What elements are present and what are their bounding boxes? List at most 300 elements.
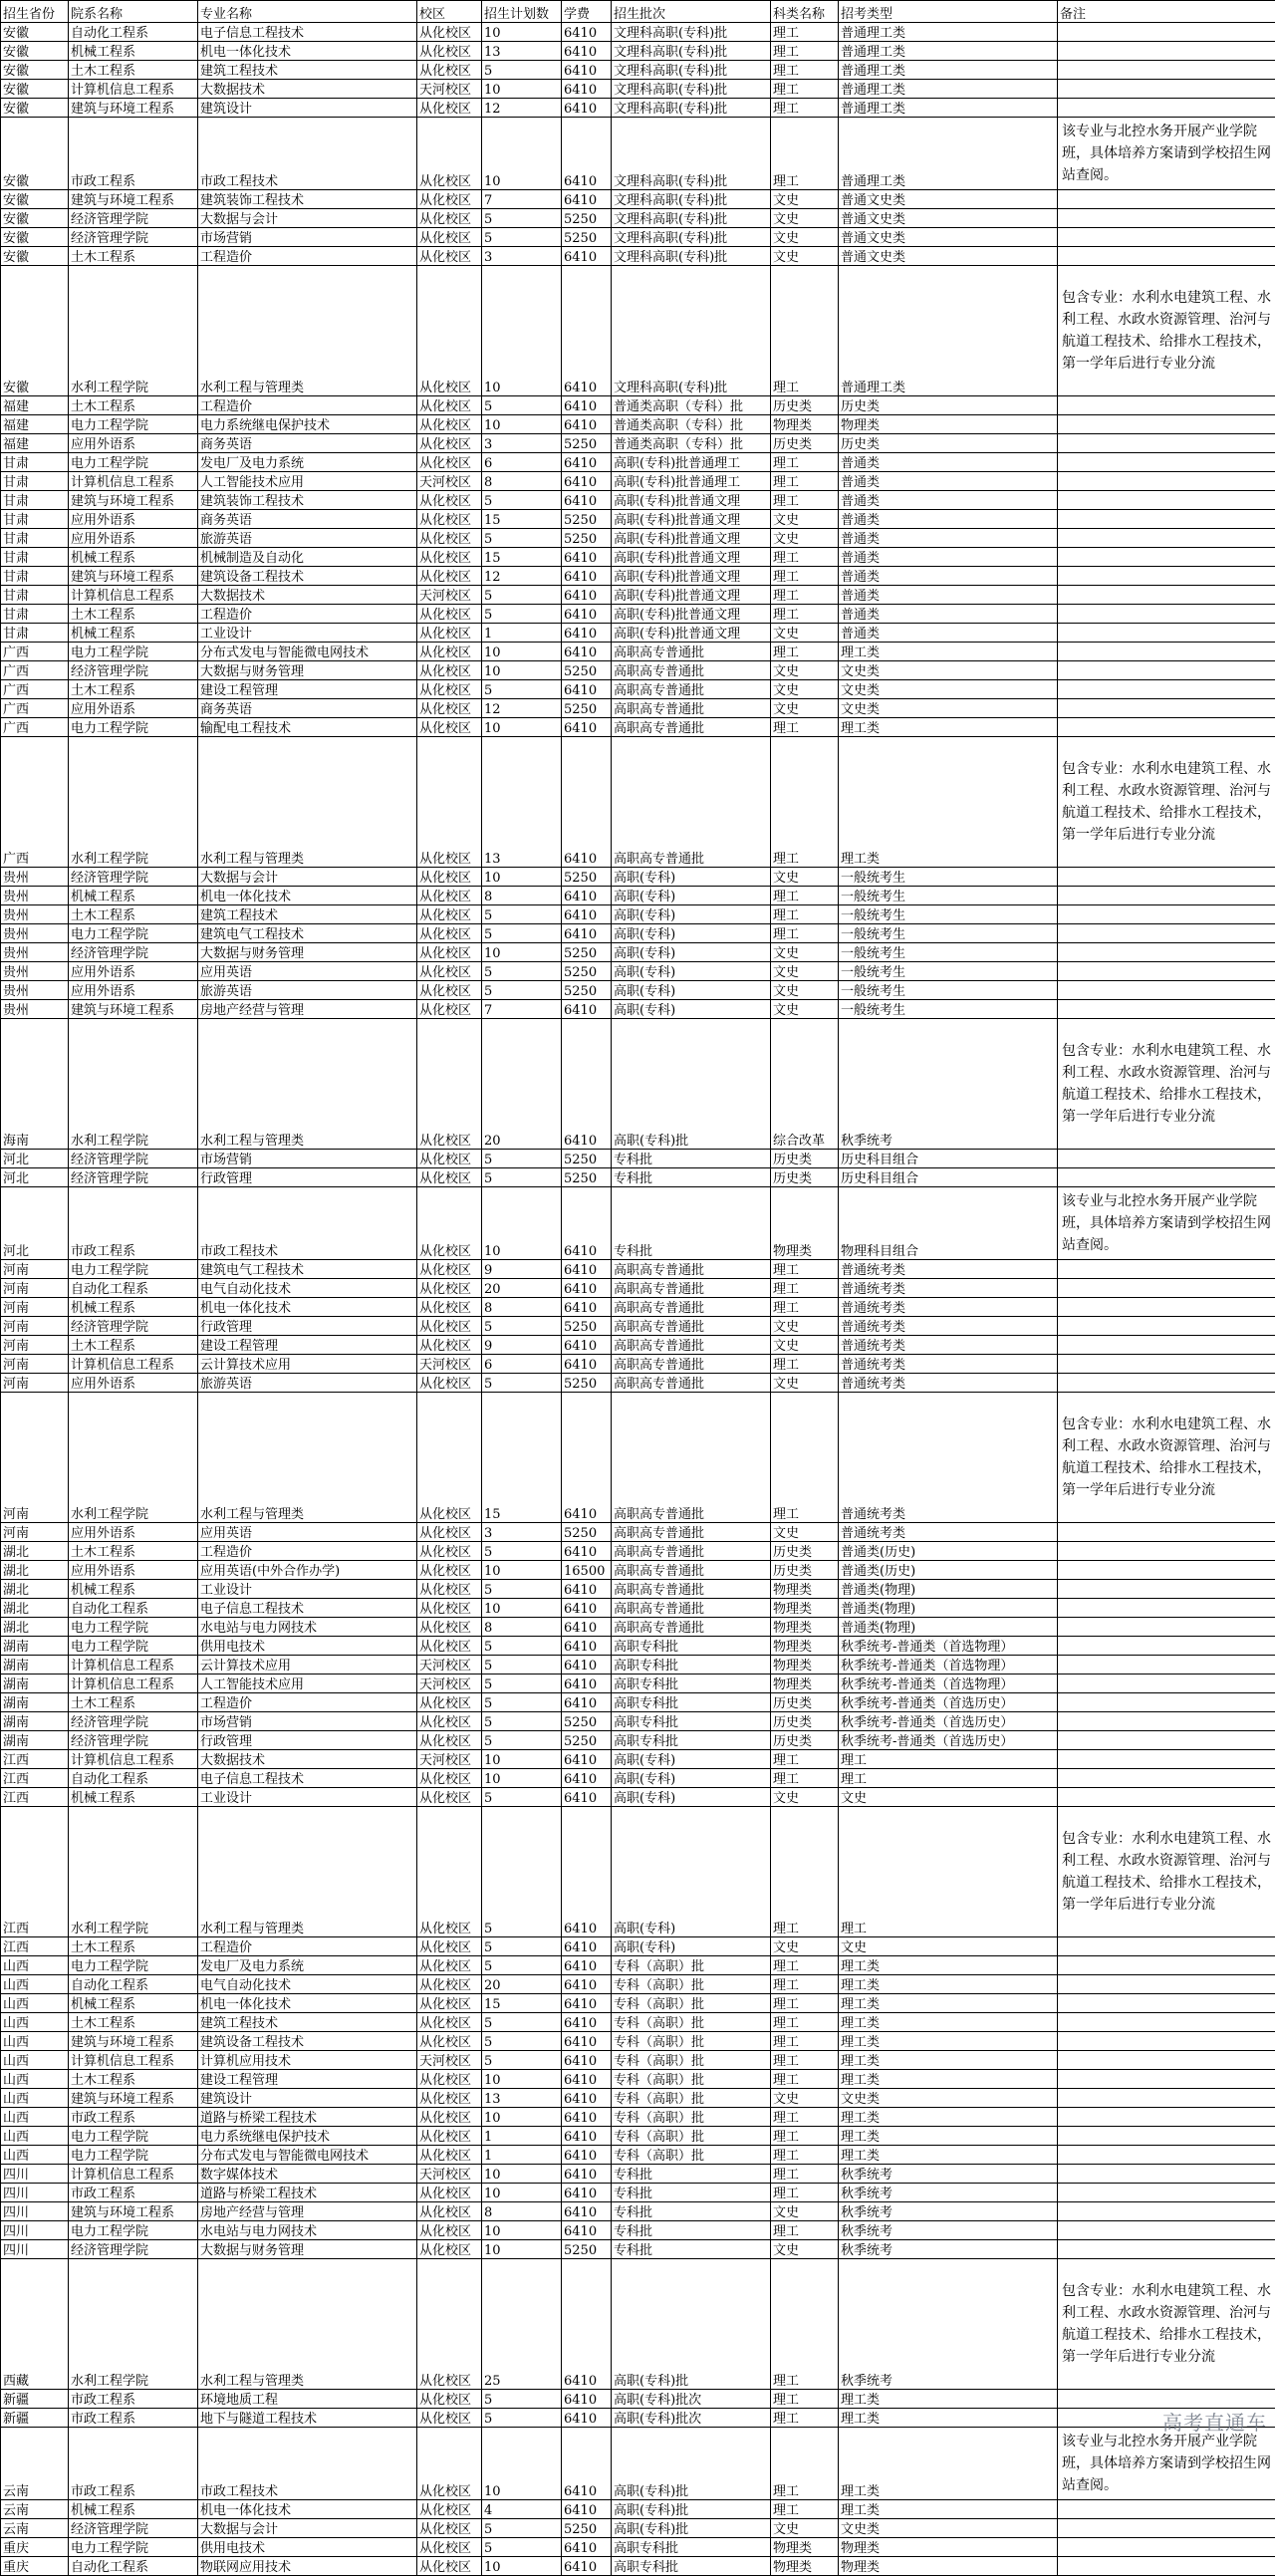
cell-subject-category: 历史类 (771, 1561, 839, 1580)
cell-batch: 专科（高职）批 (612, 2013, 771, 2032)
cell-tuition: 6410 (562, 2108, 612, 2127)
cell-subject-category: 文史 (771, 529, 839, 548)
cell-campus: 天河校区 (417, 2051, 482, 2070)
cell-exam-type: 理工类 (839, 2428, 1058, 2500)
cell-exam-type: 理工类 (839, 1975, 1058, 1994)
table-row (1, 2051, 1275, 2070)
cell-department: 土木工程系 (69, 1336, 198, 1355)
cell-batch: 高职高专普通批 (612, 699, 771, 718)
cell-plan-count: 10 (482, 2428, 562, 2500)
cell-subject-category: 理工 (771, 1750, 839, 1769)
cell-plan-count: 10 (482, 718, 562, 737)
cell-campus: 从化校区 (417, 718, 482, 737)
cell-province: 甘肃 (1, 510, 69, 529)
cell-province: 甘肃 (1, 529, 69, 548)
cell-campus: 从化校区 (417, 924, 482, 943)
cell-exam-type: 文史 (839, 1937, 1058, 1956)
cell-subject-category: 理工 (771, 2428, 839, 2500)
cell-exam-type: 普通类 (839, 510, 1058, 529)
cell-subject-category: 文史 (771, 2089, 839, 2108)
cell-department: 自动化工程系 (69, 23, 198, 42)
cell-batch: 高职(专科)批普通文理 (612, 567, 771, 586)
cell-plan-count: 7 (482, 1000, 562, 1019)
cell-province: 河南 (1, 1355, 69, 1374)
cell-plan-count: 3 (482, 1523, 562, 1542)
cell-province: 贵州 (1, 905, 69, 924)
cell-batch: 高职(专科)批普通文理 (612, 624, 771, 643)
cell-campus: 从化校区 (417, 1956, 482, 1975)
cell-batch: 专科批 (612, 2184, 771, 2202)
cell-tuition: 6410 (562, 2165, 612, 2184)
cell-department: 市政工程系 (69, 118, 198, 190)
cell-major: 商务英语 (198, 699, 417, 718)
cell-tuition: 6410 (562, 1956, 612, 1975)
cell-tuition: 16500 (562, 1561, 612, 1580)
cell-campus: 从化校区 (417, 2519, 482, 2538)
cell-plan-count: 12 (482, 567, 562, 586)
cell-tuition: 5250 (562, 510, 612, 529)
cell-tuition: 6410 (562, 1788, 612, 1807)
cell-department: 电力工程学院 (69, 2221, 198, 2240)
cell-tuition: 6410 (562, 190, 612, 209)
cell-campus: 从化校区 (417, 1298, 482, 1317)
cell-exam-type: 一般统考生 (839, 887, 1058, 905)
cell-major: 机电一体化技术 (198, 1994, 417, 2013)
cell-campus: 从化校区 (417, 2428, 482, 2500)
cell-exam-type: 普通文史类 (839, 209, 1058, 228)
cell-province: 贵州 (1, 868, 69, 887)
cell-batch: 高职(专科)批 (612, 2500, 771, 2519)
cell-province: 安徽 (1, 228, 69, 247)
cell-subject-category: 理工 (771, 2127, 839, 2146)
cell-province: 安徽 (1, 42, 69, 61)
cell-plan-count: 5 (482, 1637, 562, 1656)
table-row (1, 905, 1275, 924)
cell-campus: 从化校区 (417, 2013, 482, 2032)
cell-exam-type: 普通类(历史) (839, 1561, 1058, 1580)
cell-exam-type: 普通统考类 (839, 1298, 1058, 1317)
cell-plan-count: 13 (482, 42, 562, 61)
table-row (1, 2202, 1275, 2221)
cell-subject-category: 文史 (771, 943, 839, 962)
table-row (1, 1956, 1275, 1975)
cell-batch: 专科批 (612, 1150, 771, 1168)
cell-subject-category: 文史 (771, 228, 839, 247)
cell-major: 电子信息工程技术 (198, 1599, 417, 1618)
cell-exam-type: 一般统考生 (839, 981, 1058, 1000)
cell-batch: 文理科高职(专科)批 (612, 266, 771, 396)
cell-remarks (1058, 80, 1275, 99)
cell-major: 人工智能技术应用 (198, 472, 417, 491)
cell-major: 人工智能技术应用 (198, 1674, 417, 1693)
cell-department: 机械工程系 (69, 1580, 198, 1599)
cell-subject-category: 物理类 (771, 1599, 839, 1618)
cell-remarks (1058, 2108, 1275, 2127)
cell-campus: 从化校区 (417, 42, 482, 61)
cell-department: 自动化工程系 (69, 2557, 198, 2576)
cell-campus: 从化校区 (417, 2089, 482, 2108)
cell-province: 甘肃 (1, 491, 69, 510)
cell-plan-count: 20 (482, 1019, 562, 1150)
cell-batch: 专科（高职）批 (612, 2070, 771, 2089)
table-row (1, 1355, 1275, 1374)
cell-department: 经济管理学院 (69, 2519, 198, 2538)
cell-remarks (1058, 1355, 1275, 1374)
cell-exam-type: 理工类 (839, 2051, 1058, 2070)
cell-batch: 高职(专科) (612, 868, 771, 887)
cell-subject-category: 理工 (771, 2409, 839, 2428)
cell-tuition: 6410 (562, 42, 612, 61)
cell-campus: 从化校区 (417, 1523, 482, 1542)
cell-province: 广西 (1, 737, 69, 868)
cell-subject-category: 理工 (771, 643, 839, 661)
cell-plan-count: 5 (482, 491, 562, 510)
cell-province: 河南 (1, 1317, 69, 1336)
cell-remarks (1058, 510, 1275, 529)
cell-department: 土木工程系 (69, 605, 198, 624)
cell-major: 环境地质工程 (198, 2390, 417, 2409)
cell-subject-category: 理工 (771, 905, 839, 924)
cell-major: 建筑设计 (198, 2089, 417, 2108)
cell-subject-category: 文史 (771, 868, 839, 887)
cell-subject-category: 理工 (771, 1994, 839, 2013)
cell-major: 旅游英语 (198, 529, 417, 548)
cell-major: 工程造价 (198, 1542, 417, 1561)
table-row (1, 99, 1275, 118)
cell-tuition: 6410 (562, 567, 612, 586)
cell-major: 市场营销 (198, 1712, 417, 1731)
table-row (1, 548, 1275, 567)
cell-province: 贵州 (1, 943, 69, 962)
cell-campus: 从化校区 (417, 905, 482, 924)
cell-exam-type: 普通类 (839, 624, 1058, 643)
cell-major: 电子信息工程技术 (198, 23, 417, 42)
cell-remarks (1058, 1000, 1275, 1019)
cell-tuition: 6410 (562, 605, 612, 624)
cell-tuition: 6410 (562, 1260, 612, 1279)
table-row (1, 510, 1275, 529)
cell-department: 经济管理学院 (69, 1168, 198, 1187)
cell-plan-count: 10 (482, 2165, 562, 2184)
cell-tuition: 6410 (562, 2013, 612, 2032)
cell-department: 计算机信息工程系 (69, 1656, 198, 1674)
cell-remarks (1058, 2538, 1275, 2557)
cell-campus: 从化校区 (417, 943, 482, 962)
cell-major: 水利工程与管理类 (198, 1393, 417, 1523)
cell-batch: 高职高专普通批 (612, 1599, 771, 1618)
cell-plan-count: 10 (482, 2070, 562, 2089)
cell-department: 土木工程系 (69, 396, 198, 415)
cell-province: 安徽 (1, 80, 69, 99)
cell-plan-count: 7 (482, 190, 562, 209)
cell-batch: 高职(专科)批普通文理 (612, 491, 771, 510)
cell-subject-category: 理工 (771, 567, 839, 586)
cell-department: 应用外语系 (69, 962, 198, 981)
cell-batch: 高职(专科) (612, 887, 771, 905)
table-row (1, 1750, 1275, 1769)
cell-batch: 专科（高职）批 (612, 1975, 771, 1994)
cell-exam-type: 物理类 (839, 2557, 1058, 2576)
cell-remarks (1058, 99, 1275, 118)
cell-province: 甘肃 (1, 453, 69, 472)
cell-plan-count: 5 (482, 1542, 562, 1561)
table-row (1, 1317, 1275, 1336)
cell-exam-type: 秋季统考 (839, 2259, 1058, 2390)
cell-tuition: 6410 (562, 1279, 612, 1298)
cell-exam-type: 理工类 (839, 2032, 1058, 2051)
cell-exam-type: 普通统考类 (839, 1355, 1058, 1374)
cell-plan-count: 5 (482, 1168, 562, 1187)
cell-exam-type: 普通统考类 (839, 1393, 1058, 1523)
cell-subject-category: 理工 (771, 2146, 839, 2165)
cell-department: 经济管理学院 (69, 661, 198, 680)
table-row (1, 2127, 1275, 2146)
cell-subject-category: 理工 (771, 491, 839, 510)
cell-campus: 从化校区 (417, 1000, 482, 1019)
cell-campus: 从化校区 (417, 1150, 482, 1168)
cell-batch: 高职高专普通批 (612, 1317, 771, 1336)
cell-campus: 天河校区 (417, 80, 482, 99)
cell-tuition: 6410 (562, 1975, 612, 1994)
cell-campus: 从化校区 (417, 1317, 482, 1336)
table-row (1, 1580, 1275, 1599)
cell-subject-category: 文史 (771, 1374, 839, 1393)
header-exam-type: 招考类型 (839, 1, 1058, 23)
cell-major: 大数据与财务管理 (198, 661, 417, 680)
table-row (1, 2146, 1275, 2165)
cell-tuition: 5250 (562, 529, 612, 548)
cell-department: 土木工程系 (69, 1937, 198, 1956)
cell-tuition: 6410 (562, 1637, 612, 1656)
cell-campus: 从化校区 (417, 1187, 482, 1260)
table-row (1, 1336, 1275, 1355)
cell-plan-count: 5 (482, 962, 562, 981)
cell-major: 建筑工程技术 (198, 61, 417, 80)
cell-batch: 高职(专科)批 (612, 2519, 771, 2538)
cell-tuition: 6410 (562, 887, 612, 905)
cell-exam-type: 物理类 (839, 2538, 1058, 2557)
cell-batch: 高职(专科)批 (612, 2428, 771, 2500)
cell-province: 甘肃 (1, 567, 69, 586)
cell-batch: 专科批 (612, 1187, 771, 1260)
cell-major: 大数据技术 (198, 586, 417, 605)
cell-department: 应用外语系 (69, 1523, 198, 1542)
cell-exam-type: 历史科目组合 (839, 1150, 1058, 1168)
cell-province: 河南 (1, 1523, 69, 1542)
cell-batch: 文理科高职(专科)批 (612, 80, 771, 99)
cell-campus: 从化校区 (417, 396, 482, 415)
cell-batch: 高职(专科)批普通文理 (612, 605, 771, 624)
cell-tuition: 6410 (562, 2557, 612, 2576)
cell-tuition: 6410 (562, 2070, 612, 2089)
cell-subject-category: 物理类 (771, 1674, 839, 1693)
cell-batch: 普通类高职（专科）批 (612, 415, 771, 434)
cell-tuition: 6410 (562, 1580, 612, 1599)
cell-plan-count: 25 (482, 2259, 562, 2390)
cell-batch: 高职高专普通批 (612, 680, 771, 699)
cell-exam-type: 理工 (839, 1807, 1058, 1937)
cell-tuition: 6410 (562, 1769, 612, 1788)
cell-department: 电力工程学院 (69, 1618, 198, 1637)
cell-tuition: 6410 (562, 680, 612, 699)
cell-plan-count: 10 (482, 1599, 562, 1618)
cell-tuition: 6410 (562, 1618, 612, 1637)
cell-major: 工业设计 (198, 1580, 417, 1599)
cell-plan-count: 5 (482, 1374, 562, 1393)
cell-subject-category: 历史类 (771, 1731, 839, 1750)
header-plan-count: 招生计划数 (482, 1, 562, 23)
cell-plan-count: 5 (482, 1317, 562, 1336)
cell-department: 电力工程学院 (69, 2146, 198, 2165)
cell-plan-count: 12 (482, 99, 562, 118)
cell-batch: 高职高专普通批 (612, 1618, 771, 1637)
cell-batch: 文理科高职(专科)批 (612, 247, 771, 266)
cell-tuition: 6410 (562, 2127, 612, 2146)
cell-remarks (1058, 472, 1275, 491)
cell-major: 建筑工程技术 (198, 2013, 417, 2032)
cell-campus: 天河校区 (417, 1674, 482, 1693)
cell-major: 应用英语 (198, 1523, 417, 1542)
cell-campus: 从化校区 (417, 962, 482, 981)
cell-remarks (1058, 567, 1275, 586)
cell-subject-category: 文史 (771, 1317, 839, 1336)
table-row (1, 2259, 1275, 2390)
cell-province: 山西 (1, 2051, 69, 2070)
cell-subject-category: 理工 (771, 1298, 839, 1317)
table-row (1, 1374, 1275, 1393)
cell-exam-type: 一般统考生 (839, 962, 1058, 981)
cell-campus: 从化校区 (417, 228, 482, 247)
cell-province: 湖南 (1, 1712, 69, 1731)
cell-department: 计算机信息工程系 (69, 1674, 198, 1693)
table-row (1, 1656, 1275, 1674)
cell-subject-category: 文史 (771, 2519, 839, 2538)
cell-subject-category: 理工 (771, 118, 839, 190)
cell-tuition: 6410 (562, 2409, 612, 2428)
cell-exam-type: 普通类 (839, 567, 1058, 586)
cell-exam-type: 历史类 (839, 434, 1058, 453)
header-province: 招生省份 (1, 1, 69, 23)
cell-batch: 高职(专科) (612, 962, 771, 981)
cell-remarks (1058, 529, 1275, 548)
cell-plan-count: 10 (482, 2557, 562, 2576)
cell-province: 河南 (1, 1393, 69, 1523)
cell-subject-category: 文史 (771, 981, 839, 1000)
cell-plan-count: 5 (482, 586, 562, 605)
cell-department: 土木工程系 (69, 1542, 198, 1561)
cell-major: 道路与桥梁工程技术 (198, 2184, 417, 2202)
cell-province: 河南 (1, 1336, 69, 1355)
cell-remarks (1058, 1788, 1275, 1807)
cell-province: 河北 (1, 1187, 69, 1260)
cell-batch: 专科批 (612, 2221, 771, 2240)
cell-campus: 从化校区 (417, 453, 482, 472)
table-row (1, 209, 1275, 228)
cell-tuition: 6410 (562, 1355, 612, 1374)
cell-exam-type: 文史类 (839, 2089, 1058, 2108)
cell-tuition: 6410 (562, 1542, 612, 1561)
table-row (1, 80, 1275, 99)
cell-major: 大数据与财务管理 (198, 943, 417, 962)
cell-subject-category: 文史 (771, 699, 839, 718)
cell-subject-category: 理工 (771, 2221, 839, 2240)
cell-remarks (1058, 1656, 1275, 1674)
cell-province: 江西 (1, 1788, 69, 1807)
cell-remarks (1058, 453, 1275, 472)
cell-subject-category: 文史 (771, 661, 839, 680)
cell-province: 甘肃 (1, 624, 69, 643)
cell-tuition: 6410 (562, 2538, 612, 2557)
cell-campus: 从化校区 (417, 1019, 482, 1150)
cell-major: 应用英语 (198, 962, 417, 981)
cell-exam-type: 文史类 (839, 2519, 1058, 2538)
cell-exam-type: 普通统考类 (839, 1260, 1058, 1279)
cell-tuition: 6410 (562, 1187, 612, 1260)
cell-plan-count: 5 (482, 605, 562, 624)
cell-remarks (1058, 624, 1275, 643)
table-row (1, 1994, 1275, 2013)
cell-department: 经济管理学院 (69, 1712, 198, 1731)
cell-remarks (1058, 586, 1275, 605)
cell-tuition: 6410 (562, 1656, 612, 1674)
cell-department: 自动化工程系 (69, 1769, 198, 1788)
cell-exam-type: 秋季统考 (839, 2184, 1058, 2202)
cell-plan-count: 5 (482, 2390, 562, 2409)
cell-major: 行政管理 (198, 1317, 417, 1336)
cell-major: 大数据技术 (198, 80, 417, 99)
cell-batch: 高职(专科)批普通理工 (612, 472, 771, 491)
table-row (1, 23, 1275, 42)
cell-province: 广西 (1, 643, 69, 661)
cell-department: 自动化工程系 (69, 1599, 198, 1618)
cell-campus: 从化校区 (417, 699, 482, 718)
cell-batch: 专科（高职）批 (612, 2089, 771, 2108)
table-row (1, 266, 1275, 396)
cell-tuition: 6410 (562, 472, 612, 491)
cell-major: 建设工程管理 (198, 1336, 417, 1355)
cell-province: 湖北 (1, 1542, 69, 1561)
cell-major: 市政工程技术 (198, 1187, 417, 1260)
cell-batch: 文理科高职(专科)批 (612, 23, 771, 42)
cell-subject-category: 文史 (771, 1523, 839, 1542)
cell-department: 经济管理学院 (69, 868, 198, 887)
cell-exam-type: 理工类 (839, 2108, 1058, 2127)
cell-batch: 高职(专科)批 (612, 1019, 771, 1150)
cell-campus: 从化校区 (417, 510, 482, 529)
cell-tuition: 5250 (562, 1712, 612, 1731)
cell-campus: 从化校区 (417, 2070, 482, 2089)
cell-major: 旅游英语 (198, 981, 417, 1000)
cell-remarks (1058, 887, 1275, 905)
cell-subject-category: 理工 (771, 2032, 839, 2051)
cell-tuition: 6410 (562, 99, 612, 118)
cell-exam-type: 普通类 (839, 472, 1058, 491)
cell-remarks (1058, 1523, 1275, 1542)
cell-campus: 从化校区 (417, 1994, 482, 2013)
cell-department: 机械工程系 (69, 1298, 198, 1317)
cell-campus: 从化校区 (417, 2557, 482, 2576)
cell-remarks (1058, 661, 1275, 680)
cell-exam-type: 普通理工类 (839, 266, 1058, 396)
cell-tuition: 6410 (562, 2032, 612, 2051)
cell-major: 机械制造及自动化 (198, 548, 417, 567)
cell-subject-category: 文史 (771, 680, 839, 699)
cell-batch: 高职高专普通批 (612, 1355, 771, 1374)
cell-batch: 文理科高职(专科)批 (612, 42, 771, 61)
cell-plan-count: 5 (482, 228, 562, 247)
cell-department: 经济管理学院 (69, 1317, 198, 1336)
table-row (1, 567, 1275, 586)
